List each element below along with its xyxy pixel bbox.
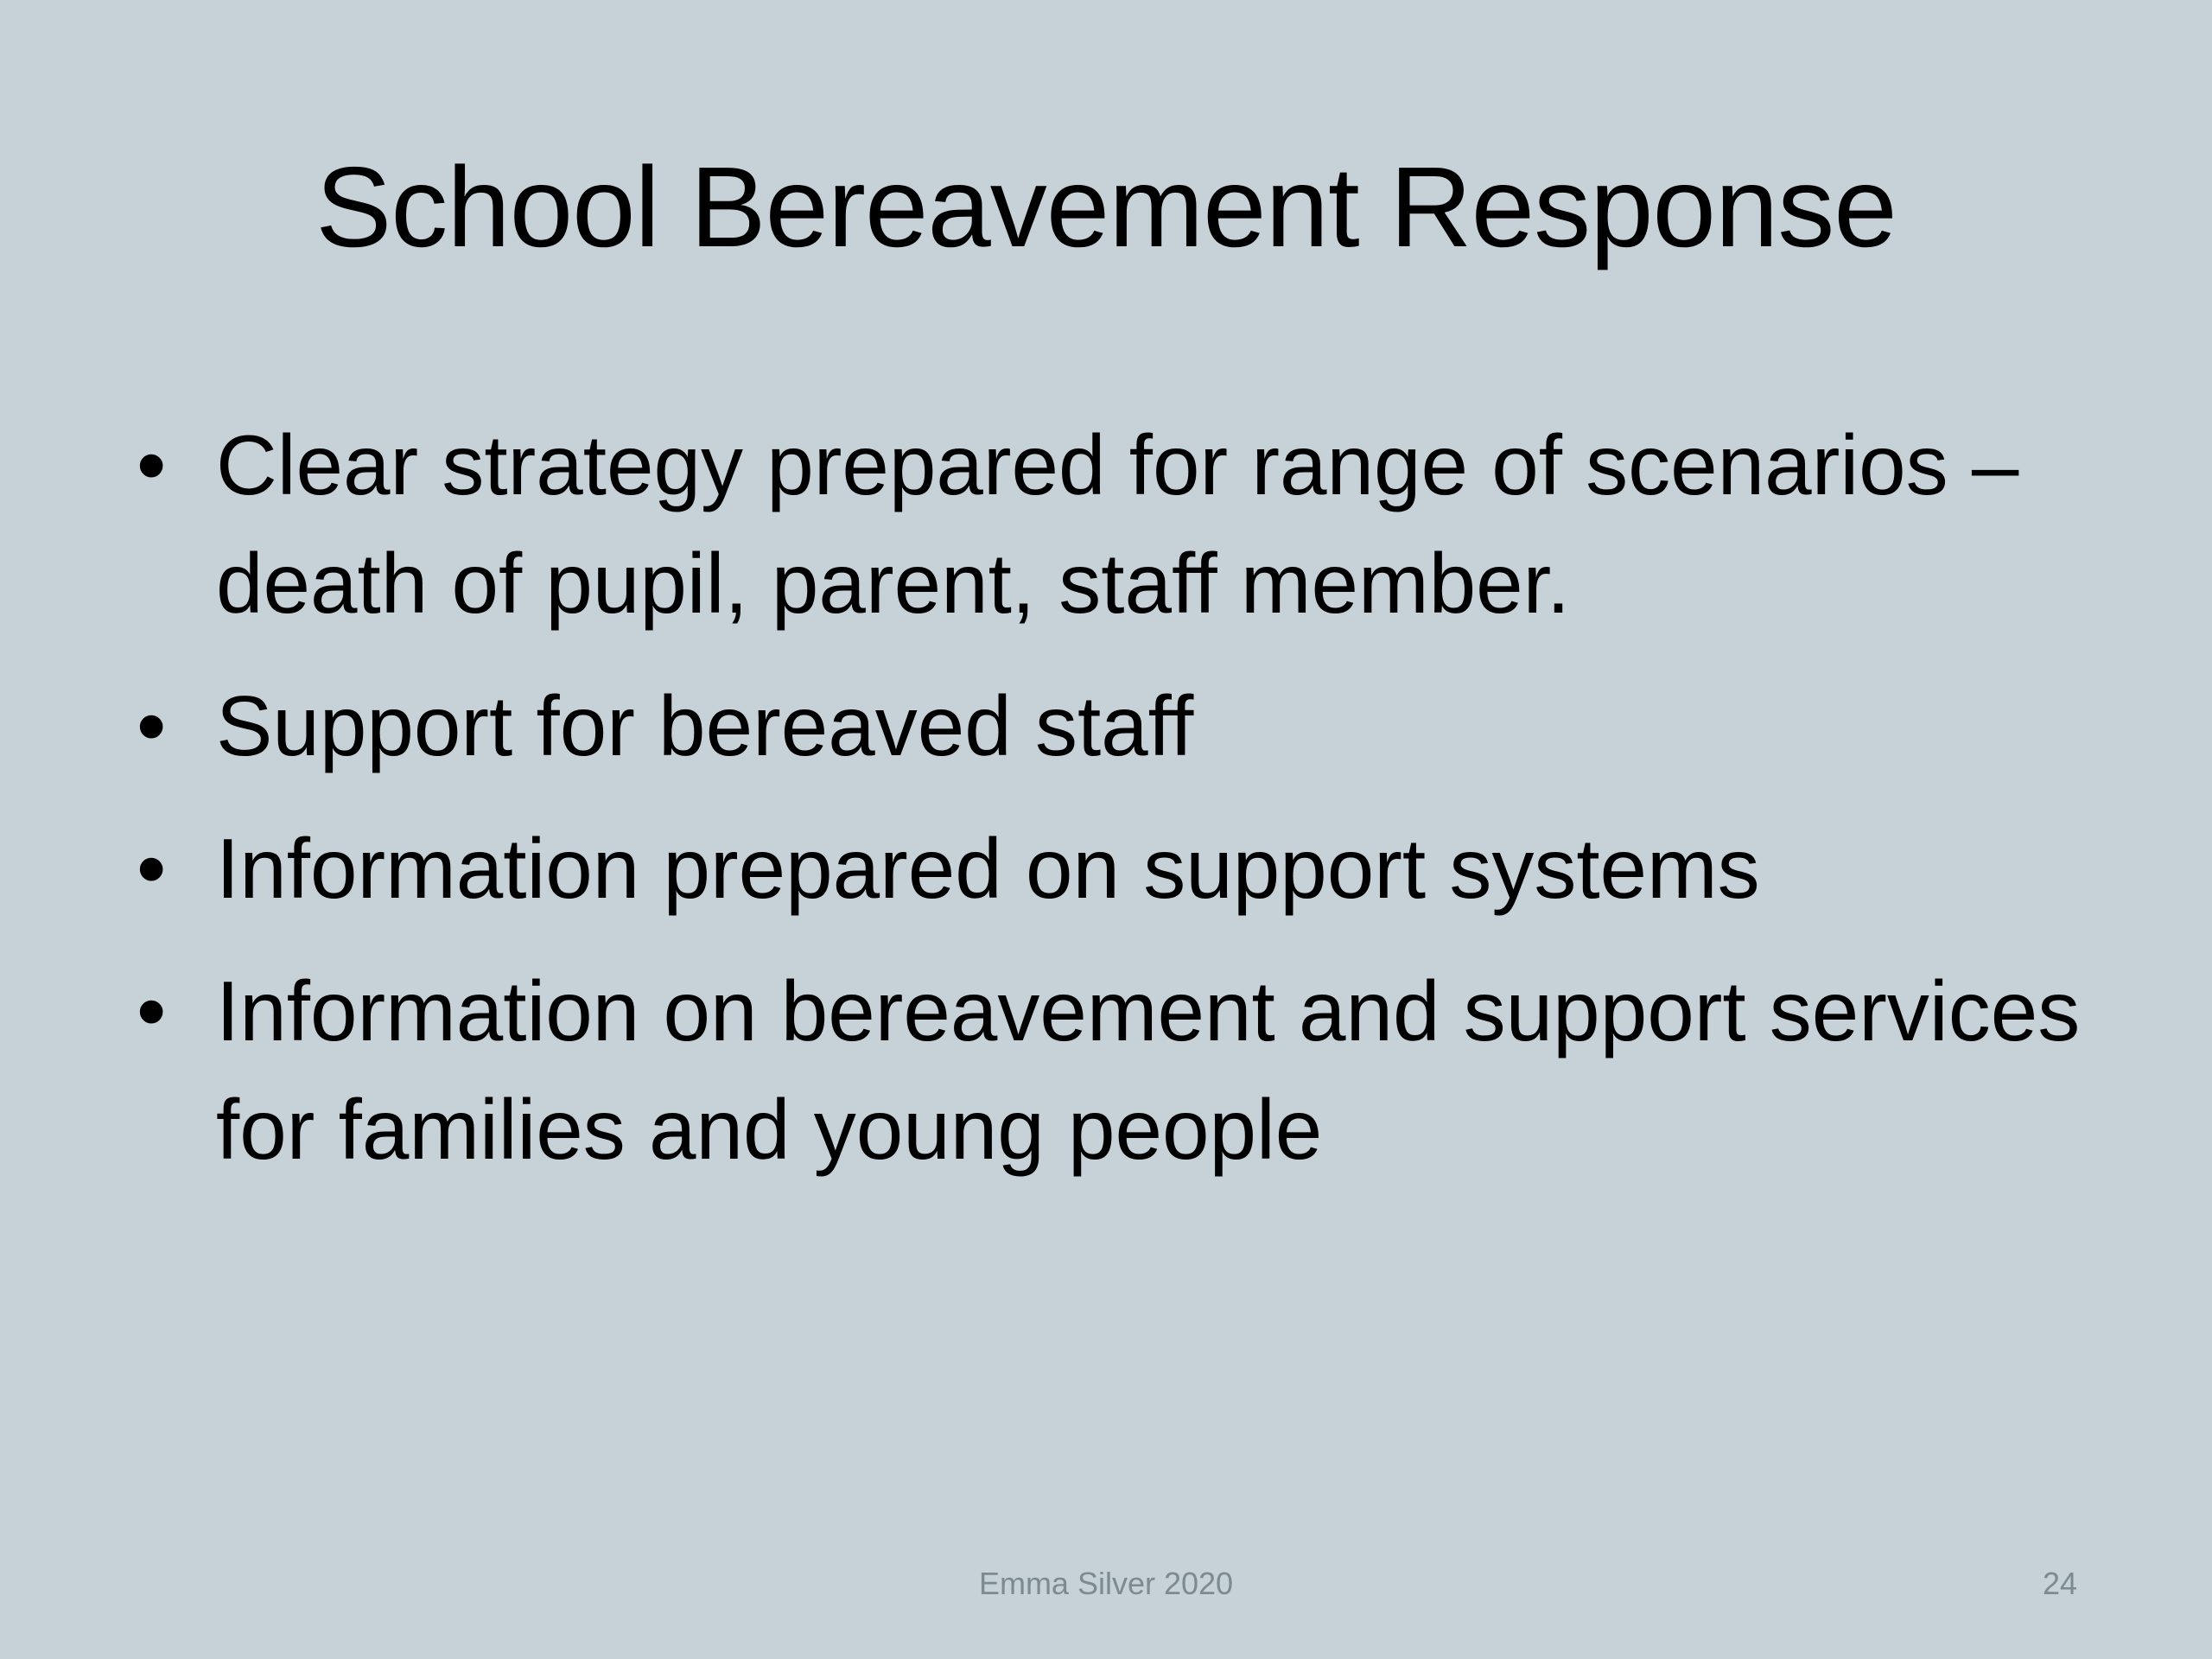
slide-title: School Bereavement Response — [315, 143, 1897, 270]
bullet-icon: • — [137, 678, 167, 773]
slide-footer: Emma Silver 2020 — [978, 1566, 1234, 1601]
page-number: 24 — [2042, 1566, 2077, 1601]
bullet-icon: • — [137, 821, 167, 916]
bullet-item — [130, 406, 2082, 643]
bullet-icon: • — [137, 963, 167, 1058]
bullet-text: Clear strategy prepared for range of scenarios – death of pupil, parent, staff member. — [216, 417, 2019, 631]
bullet-item — [130, 810, 2082, 928]
bullet-text: Information on bereavement and support services for families and young people — [216, 963, 2081, 1177]
bullet-item — [130, 667, 2082, 785]
bullet-text: Information prepared on support systems — [216, 821, 1760, 916]
bullet-item — [130, 952, 2082, 1189]
bullet-text: Support for bereaved staff — [216, 678, 1194, 773]
bullet-list — [130, 406, 2082, 1213]
bullet-icon: • — [137, 417, 167, 512]
